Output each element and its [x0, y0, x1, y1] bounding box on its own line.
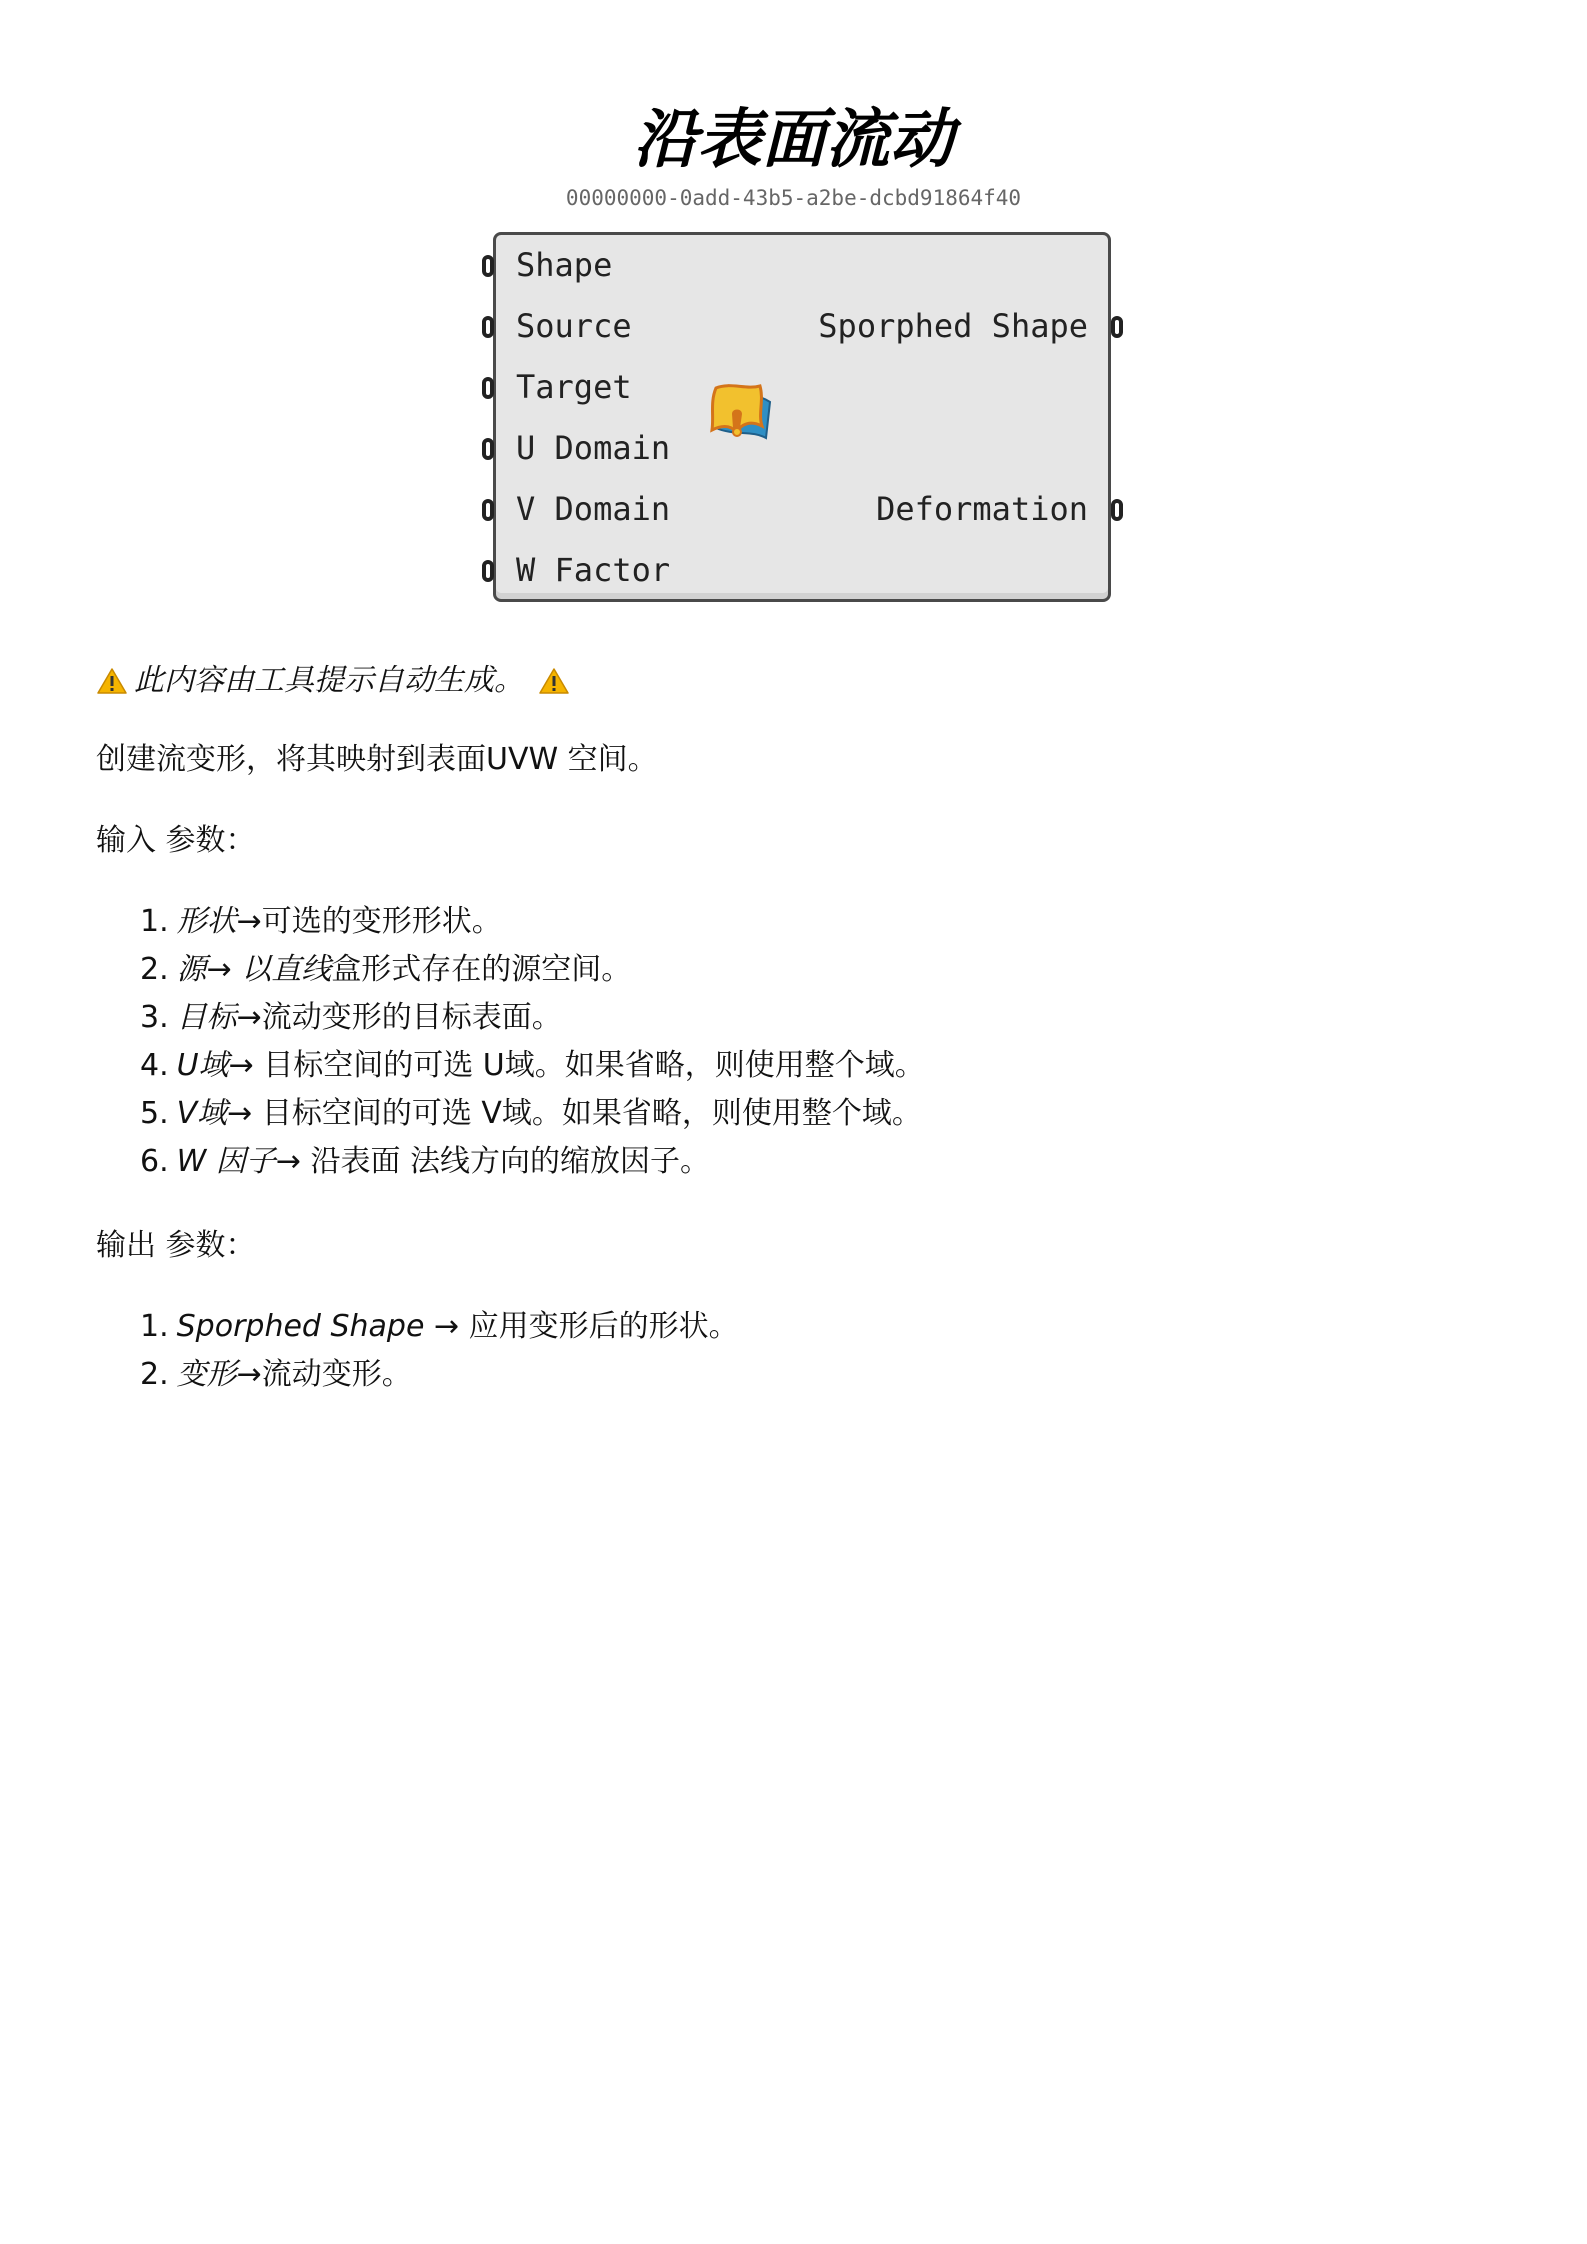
- input-grip-target[interactable]: [482, 377, 494, 399]
- inputs-list: [140, 898, 925, 1186]
- list-item: 2. 变形→流动变形。: [140, 1357, 412, 1392]
- output-param-deformation: Deformation: [876, 490, 1088, 528]
- list-item: 1. Sporphed Shape → 应用变形后的形状。: [140, 1309, 739, 1344]
- input-grip-shape[interactable]: [482, 255, 494, 277]
- input-grip-u-domain[interactable]: [482, 438, 494, 460]
- inputs-heading: 输入 参数：: [96, 823, 256, 858]
- input-grip-source[interactable]: [482, 316, 494, 338]
- input-param-shape: Shape: [516, 246, 613, 284]
- outputs-heading: 输出 参数：: [96, 1228, 256, 1263]
- component-description: 创建流变形，将其映射到表面UVW 空间。: [96, 742, 658, 777]
- output-grip-sporphed-shape[interactable]: [1111, 316, 1123, 338]
- warning-icon: [538, 667, 570, 695]
- output-param-sporphed-shape: Sporphed Shape: [818, 307, 1088, 345]
- output-grip-deformation[interactable]: [1111, 499, 1123, 521]
- input-grip-w-factor[interactable]: [482, 560, 494, 582]
- input-param-source: Source: [516, 307, 632, 345]
- component-box[interactable]: [493, 232, 1111, 602]
- list-item: 3. 目标→流动变形的目标表面。: [140, 1000, 562, 1035]
- sporph-surface-icon: [706, 380, 776, 450]
- outputs-list: [140, 1303, 739, 1399]
- list-item: 1. 形状→可选的变形形状。: [140, 904, 502, 939]
- page-title: 沿表面流动: [633, 103, 954, 177]
- warning-icon: [96, 667, 128, 695]
- auto-generated-warning: [96, 660, 570, 702]
- list-item: 5. V域→ 目标空间的可选 V域。如果省略，则使用整个域。: [140, 1096, 922, 1131]
- input-grip-v-domain[interactable]: [482, 499, 494, 521]
- list-item: 2. 源→ 以直线盒形式存在的源空间。: [140, 952, 632, 987]
- input-param-target: Target: [516, 368, 632, 406]
- input-param-w-factor: W Factor: [516, 551, 671, 589]
- input-param-u-domain: U Domain: [516, 429, 671, 467]
- component-guid: 00000000-0add-43b5-a2be-dcbd91864f40: [565, 186, 1022, 210]
- warning-text: 此内容由工具提示自动生成。: [134, 663, 524, 698]
- list-item: 6. W 因子→ 沿表面 法线方向的缩放因子。: [140, 1144, 711, 1179]
- list-item: 4. U域→ 目标空间的可选 U域。如果省略，则使用整个域。: [140, 1048, 925, 1083]
- input-param-v-domain: V Domain: [516, 490, 671, 528]
